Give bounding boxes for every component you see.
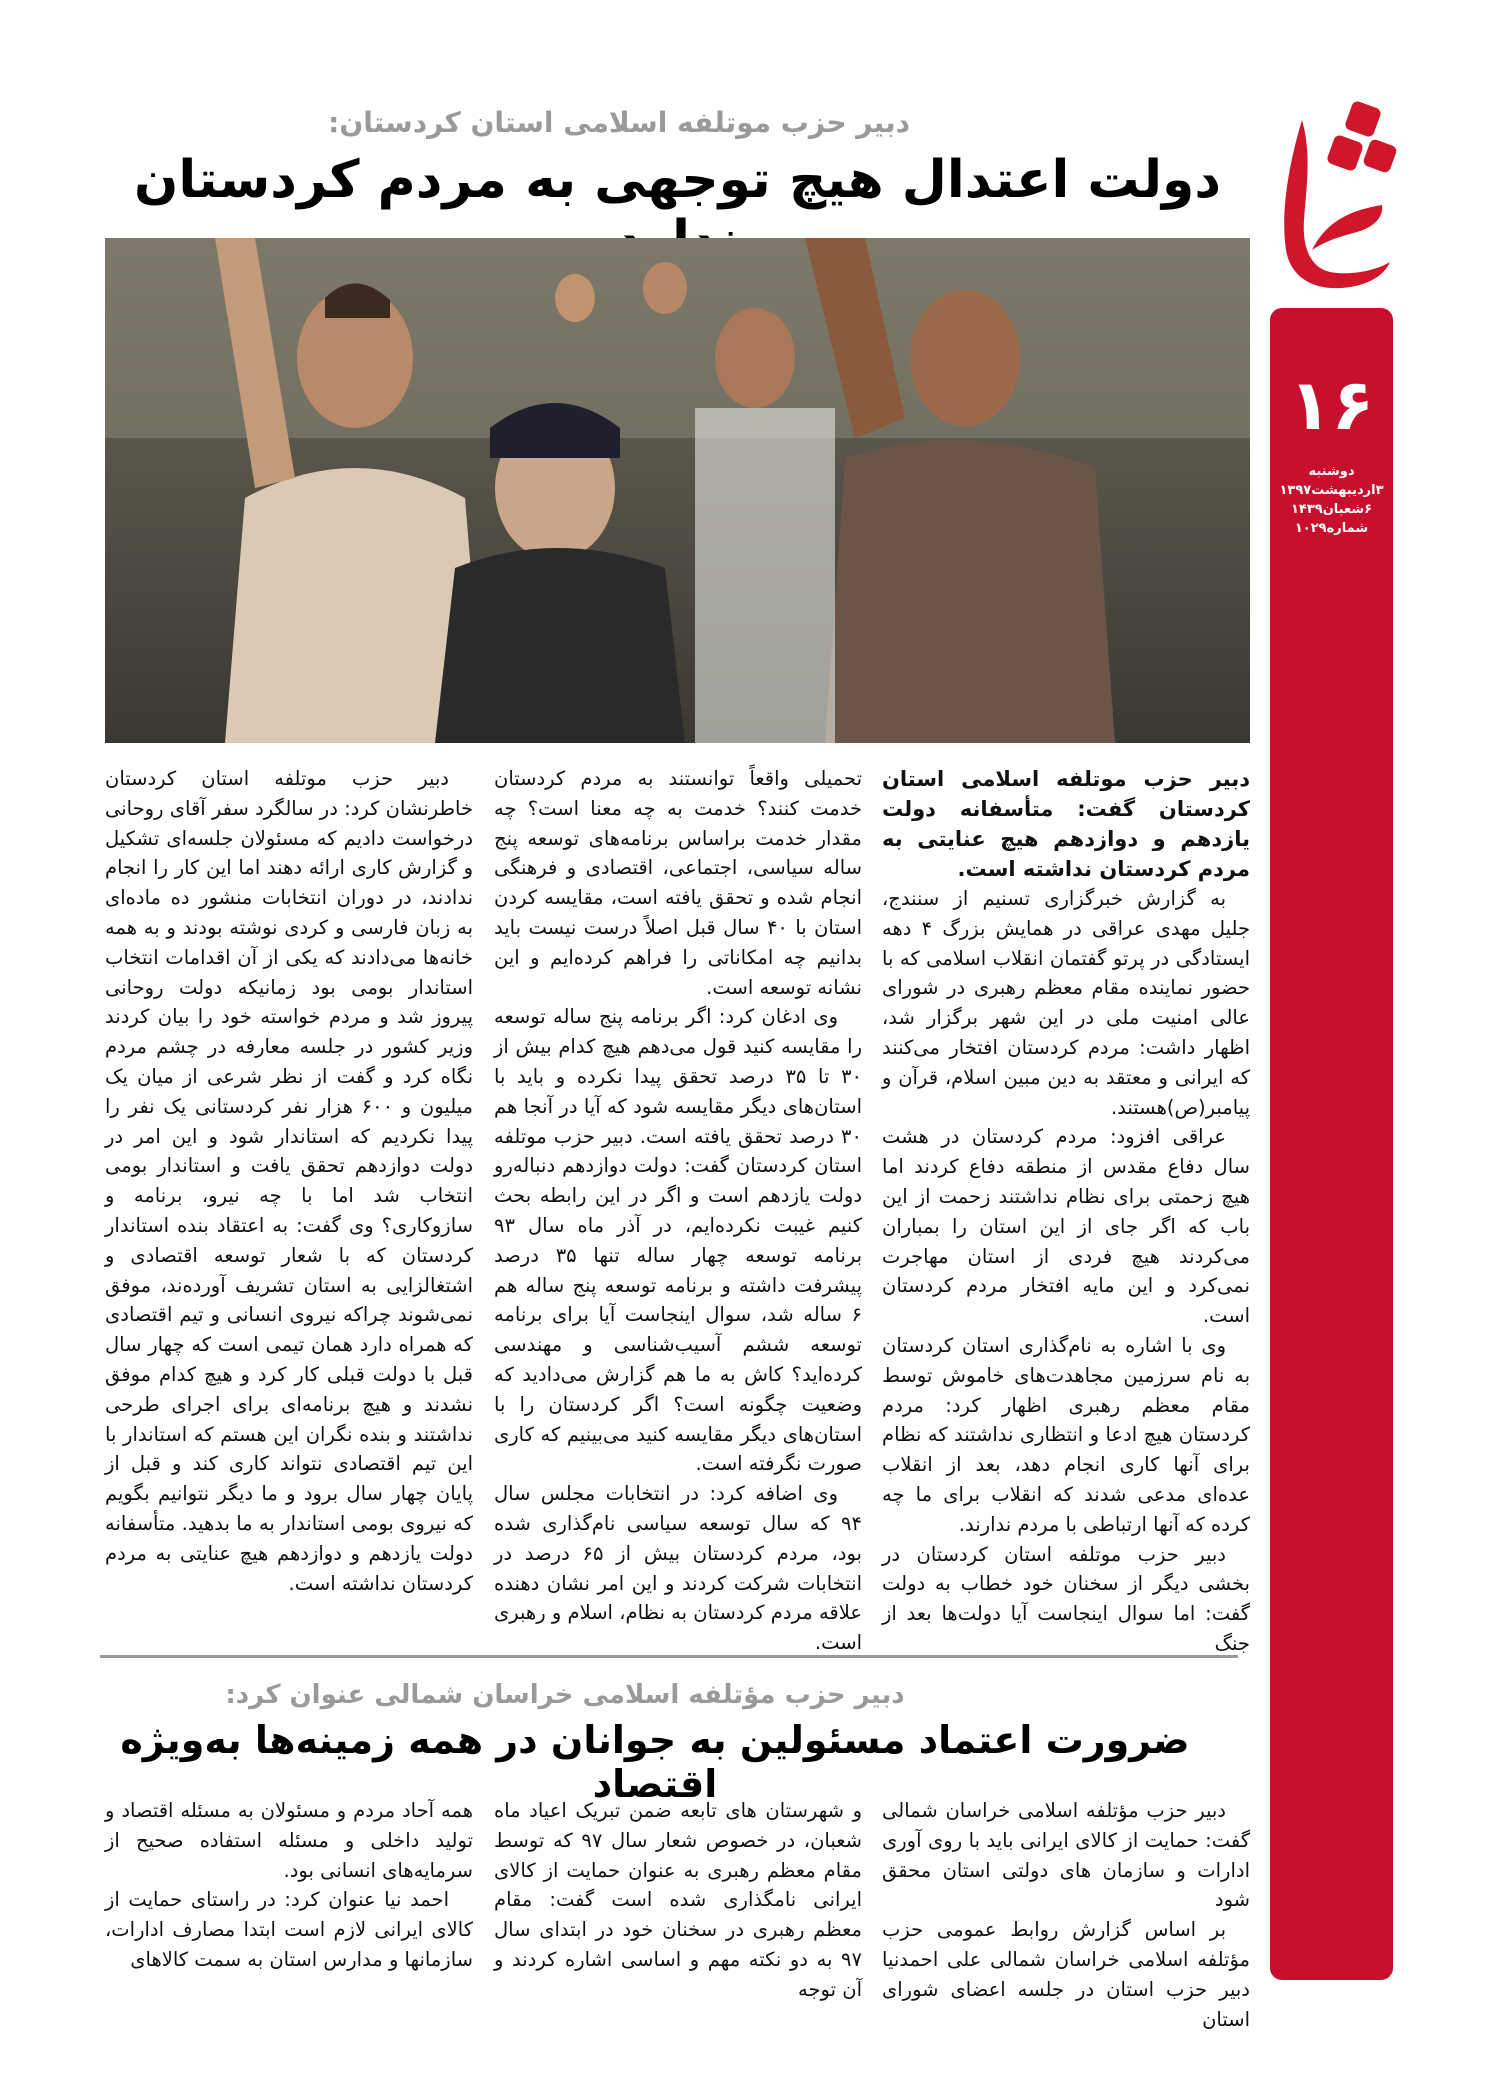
masthead-logo [1272, 100, 1398, 300]
article1-column-1 [882, 764, 1250, 1659]
article1-paragraph: دبیر حزب موتلفه استان کردستان خاطرنشان کرد: در سالگرد سفر آقای روحانی درخواست دادیم که مسئولان جلسه‌ای تشکیل و گزارش کاری ارائه دهند اما این کار را انجام ندادند، در دوران انتخابات منشور ده ماده‌ای به زبان فارسی و کردی نوشته بودند و به همه خانه‌ها می‌دادند که یکی از آن اقدامات انتخاب استاندار بومی بود زمانیکه دولت روحانی پیروز شد و مردم خواسته خود را بیان کردند وزیر کشور در جلسه معارفه در چشم مردم نگاه کرد و گفت از نظر شرعی از میان یک میلیون و ۶۰۰ هزار نفر کردستانی یک نفر را پیدا نکردیم که استاندار شود و این امر در دولت دوازدهم تحقق یافت و استاندار بومی انتخاب شد اما با چه نیرو، برنامه و سازوکاری؟ وی گفت: به اعتقاد بنده استاندار کردستان که با شعار توسعه اقتصادی و اشتغالزایی به استان تشریف آورده‌ند، موفق نمی‌شوند چراکه نیروی انسانی و تیم اقتصادی که همراه دارد همان تیمی است که چهار سال قبل با دولت قبلی کار کرد و هیچ کدام موفق نشدند و هیچ برنامه‌ای برای اجرای طرحی نداشتند و بنده نگران این هستم که استاندار با این تیم اقتصادی نتواند کاری کند و قبل از پایان چهار سال برود و ما دیگر نتوانیم بگویم که نیروی بومی استاندار به ما بدهید. متأسفانه دولت یازدهم و دوازدهم هیچ عنایتی به مردم کردستان نداشته است. [105, 767, 473, 1595]
article2-paragraph: احمد نیا عنوان کرد: در راستای حمایت از کالای ایرانی لازم است ابتدا مصارف ادارات، سازمانها و مدارس استان به سمت کالاهای [105, 1888, 473, 1971]
article1-column-2 [494, 764, 862, 1658]
page-number: ۱۶ [1288, 364, 1375, 446]
issue-meta [1270, 462, 1393, 538]
article1-column-3 [105, 764, 473, 1598]
weekday: دوشنبه [1308, 464, 1355, 479]
article1-lead: دبیر حزب موتلفه اسلامی استان کردستان گفت: متأسفانه دولت یازدهم و دوازدهم هیچ عنایتی به مردم کردستان نداشته است. [882, 767, 1250, 881]
article2-body [105, 1796, 1250, 2036]
article1-photo [105, 238, 1250, 743]
article1-paragraph: به گزارش خبرگزاری تسنیم از سنندج، جلیل مهدی عراقی در همایش بزرگ ۴ دهه ایستادگی در پرتو گفتمان انقلاب اسلامی که با حضور نماینده مقام معظم رهبری در شورای عالی امنیت ملی در این شهر برگزار شد، اظهار داشت: مردم کردستان افتخار می‌کنند که ایرانی و معتقد به دین مبین اسلام، قرآن و پیامبر(ص)هستند. [882, 887, 1250, 1119]
article1-paragraph: تحمیلی واقعاً توانستند به مردم کردستان خدمت کنند؟ خدمت به چه معنا است؟ چه مقدار خدمت براساس برنامه‌های توسعه پنج ساله سیاسی، اجتماعی، اقتصادی و فرهنگی انجام شده و تحقق یافته است، مقایسه کردن استان با ۴۰ سال قبل اصلاً درست نیست باید بدانیم چه امکاناتی را فراهم کرده‌ایم و این نشانه توسعه است. [494, 767, 862, 999]
article1-headline: دولت اعتدال هیچ توجهی به مردم کردستان [134, 150, 1221, 210]
article2-column-1 [882, 1796, 1250, 2034]
article1-paragraph: وی اضافه کرد: در انتخابات مجلس سال ۹۴ که سال توسعه سیاسی نام‌گذاری شده بود، مردم کردستان بیش از ۶۵ درصد در انتخابات شرکت کردند و این امر نشان دهنده علاقه مردم کردستان به نظام، اسلام و رهبری است. [494, 1482, 862, 1655]
date-solar: ۳اردیبهشت۱۳۹۷ [1279, 483, 1384, 498]
protest-photo-illustration [105, 238, 1250, 743]
article2-column-2 [494, 1796, 862, 2005]
issue-number: شماره۱۰۲۹ [1294, 521, 1369, 536]
article1-paragraph: عراقی افزود: مردم کردستان در هشت سال دفاع مقدس از منطقه دفاع کردند اما هیچ زحمتی برای نظام نداشتند زحمت از این باب که اگر جای از این استان را بمباران می‌کردند هیچ فردی از استان مهاجرت نمی‌کرد و این مایه افتخار مردم کردستان است. [882, 1125, 1250, 1328]
article1-paragraph: وی ادغان کرد: اگر برنامه پنج ساله توسعه را مقایسه کنید قول می‌دهم هیچ کدام بیش از ۳۰ تا ۳۵ درصد تحقق پیدا نکرده و باید با استان‌های دیگر مقایسه شود که آیا در آنجا هم ۳۰ درصد تحقق یافته است. دبیر حزب موتلفه استان کردستان گفت: دولت دوازدهم دنباله‌رو دولت یازدهم است و اگر در این رابطه بحث کنیم غیبت نکرده‌ایم، در آذر ماه سال ۹۳ برنامه توسعه چهار ساله تنها ۳۵ درصد پیشرفت داشته و برنامه توسعه پنج ساله هم ۶ ساله شد، سوال اینجاست آیا برای برنامه توسعه ششم آسیب‌شناسی و مهندسی کرده‌اید؟ کاش به ما هم گزارش می‌دادید که وضعیت چگونه است؟ اگر کردستان را با استان‌های دیگر مقایسه کنید می‌بینیم که کاری صورت نگرفته است. [494, 1005, 863, 1476]
article2-headline: ضرورت اعتماد مسئولین به جوانان در همه زمینه‌ها به‌ویژه اقتصاد [120, 1718, 1190, 1806]
article2-paragraph: بر اساس گزارش روابط عمومی حزب مؤتلفه اسلامی خراسان شمالی علی احمدنیا دبیر حزب استان در جلسه اعضای شورای استان [882, 1918, 1250, 2031]
article-divider [100, 1655, 1238, 1658]
article2-column-3 [105, 1796, 473, 1975]
article2-kicker: دبیر حزب مؤتلفه اسلامی خراسان شمالی عنوان کرد: [225, 1680, 905, 1710]
article1-paragraph: وی با اشاره به نام‌گذاری استان کردستان به نام سرزمین مجاهدت‌های خاموش توسط مقام معظم رهبری اظهار کرد: مردم کردستان هیچ ادعا و انتظاری نداشتند که نظام برای آنها کاری انجام دهد، بعد از انقلاب عده‌ای مدعی شدند که انقلاب برای ما چه کرده که آنها ارتباطی با مردم ندارند. [882, 1333, 1250, 1536]
article1-body [105, 764, 1250, 1655]
article1-kicker: دبیر حزب موتلفه اسلامی استان کردستان: [328, 106, 910, 139]
article2-paragraph: و شهرستان های تابعه ضمن تبریک اعیاد ماه شعبان، در خصوص شعار سال ۹۷ که توسط مقام معظم رهبری به عنوان حمایت از کالای ایرانی نامگذاری شده است گفت: مقام معظم رهبری در سخنان خود در ابتدای سال ۹۷ به دو نکته مهم و اساسی اشاره کردند و آن توجه [494, 1799, 862, 2001]
shoma-logo-icon [1272, 100, 1398, 300]
article2-paragraph: دبیر حزب مؤتلفه اسلامی خراسان شمالی گفت: حمایت از کالای ایرانی باید با روی آوری ادارات و سازمان های دولتی استان محقق شود [882, 1799, 1250, 1912]
article2-paragraph: همه آحاد مردم و مسئولان به مسئله اقتصاد و تولید داخلی و مسئله استفاده صحیح از سرمایه‌های انسانی بود. [105, 1799, 473, 1882]
date-lunar: ۶شعبان۱۴۳۹ [1290, 502, 1373, 517]
issue-sidebar [1270, 308, 1393, 1980]
article1-paragraph: دبیر حزب موتلفه استان کردستان در بخشی دیگر از سخنان خود خطاب به دولت گفت: اما سوال اینجاست آیا دولت‌ها بعد از جنگ [882, 1542, 1250, 1655]
